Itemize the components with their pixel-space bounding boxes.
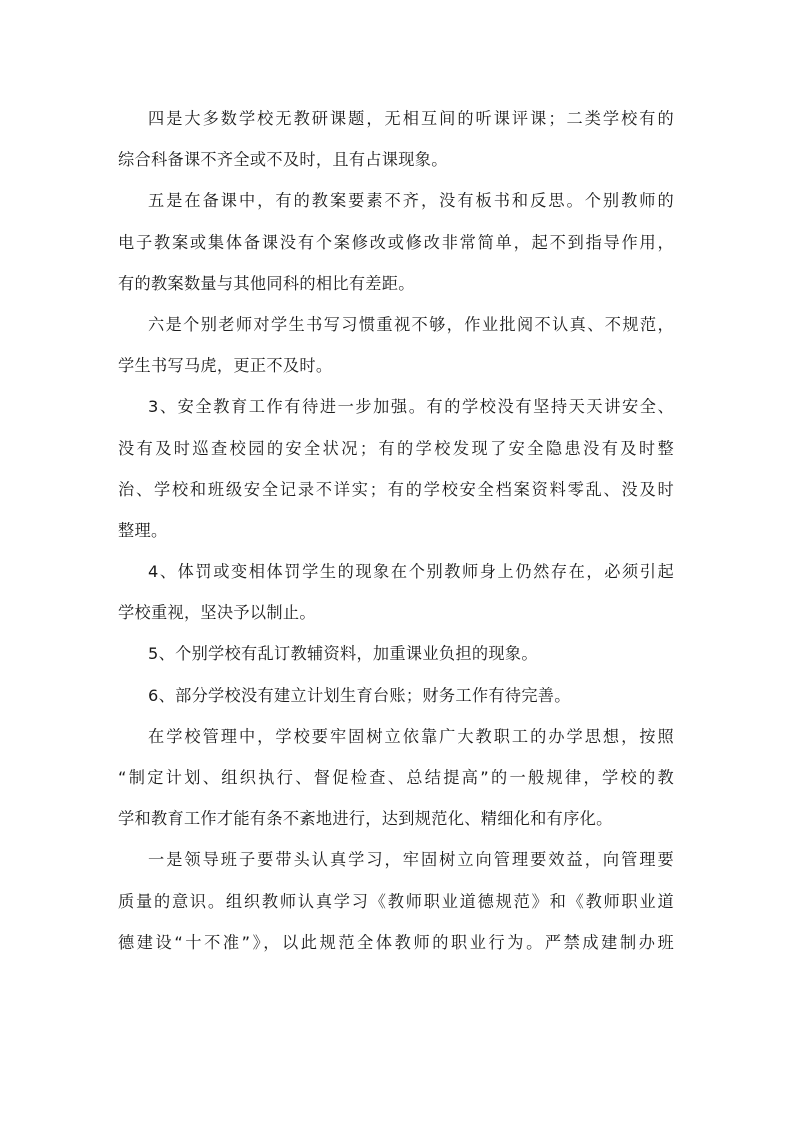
text-line: 在学校管理中，学校要牢固树立依靠广大教职工的办学思想，按照 (148, 726, 674, 746)
paragraph (118, 98, 674, 180)
text-line: 5、个别学校有乱订教辅资料，加重课业负担的现象。 (148, 644, 538, 664)
text-line: 四是大多数学校无教研课题，无相互间的听课评课；二类学校有的 (148, 109, 674, 128)
text-line: 整理。 (118, 520, 168, 540)
text-line: 一是领导班子要带头认真学习，牢固树立向管理要效益，向管理要 (148, 850, 674, 870)
paragraph (118, 551, 674, 633)
paragraph (118, 180, 674, 304)
text-line: 德建设“十不准”》，以此规范全体教师的职业行为。严禁成建制办班 (118, 932, 674, 952)
text-line: “制定计划、组织执行、督促检查、总结提高”的一般规律，学校的教 (118, 768, 674, 787)
text-line: 电子教案或集体备课没有个案修改或修改非常简单，起不到指导作用， (118, 232, 674, 252)
paragraph (118, 675, 674, 716)
text-line: 没有及时巡查校园的安全状况；有的学校发现了安全隐患没有及时整 (118, 438, 674, 458)
text-line: 4、体罚或变相体罚学生的现象在个别教师身上仍然存在，必须引起 (148, 562, 674, 582)
text-line: 综合科备课不齐全或不及时，且有占课现象。 (118, 150, 448, 170)
paragraph (118, 633, 674, 674)
paragraph (118, 304, 674, 386)
text-line: 学校重视，坚决予以制止。 (118, 603, 316, 623)
text-line: 学生书写马虎，更正不及时。 (118, 356, 333, 376)
text-line: 6、部分学校没有建立计划生育台账；财务工作有待完善。 (148, 685, 571, 705)
text-line: 学和教育工作才能有条不紊地进行，达到规范化、精细化和有序化。 (118, 809, 613, 829)
text-line: 五是在备课中，有的教案要素不齐，没有板书和反思。个别教师的 (148, 191, 674, 211)
text-line: 3、安全教育工作有待进一步加强。有的学校没有坚持天天讲安全、 (148, 397, 674, 417)
text-line: 有的教案数量与其他同科的相比有差距。 (118, 273, 415, 293)
text-line: 质量的意识。组织教师认真学习《教师职业道德规范》和《教师职业道 (118, 891, 674, 911)
paragraph (118, 386, 674, 551)
paragraph (118, 716, 674, 840)
text-line: 治、学校和班级安全记录不详实；有的学校安全档案资料零乱、没及时 (118, 479, 674, 499)
paragraph (118, 839, 674, 963)
document-page (118, 98, 674, 963)
text-line: 六是个别老师对学生书写习惯重视不够，作业批阅不认真、不规范， (148, 314, 674, 334)
